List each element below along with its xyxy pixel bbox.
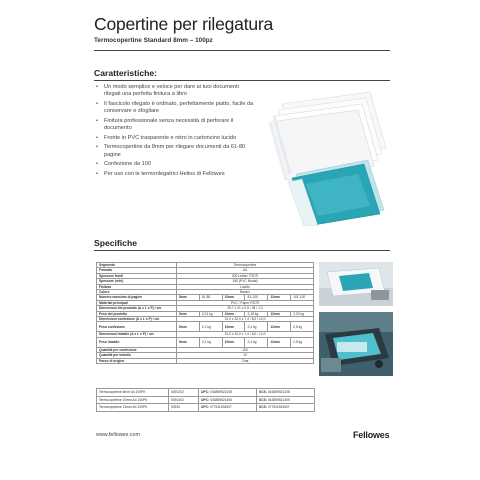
spec-value: 100 xyxy=(177,347,314,352)
feature-item: • Confezione da 100 xyxy=(96,161,256,168)
spec-label: Spessore fronti xyxy=(97,273,177,278)
spec-size: 10mm xyxy=(222,322,245,332)
binding-covers-image xyxy=(262,86,394,226)
spec-value: 31,0 x 32,0 x 7,4 / 8,0 / 12,0 xyxy=(177,332,314,337)
brand-logo: Fellowes xyxy=(353,430,390,440)
scs-value: 043859521405 xyxy=(267,397,290,402)
table-row xyxy=(97,322,314,332)
feature-item: • Fronte in PVC trasparente e retro in cartoncino lucido xyxy=(96,135,256,142)
spec-label: Colore xyxy=(97,290,177,295)
spec-size: 12mm xyxy=(268,295,291,300)
spec-value: 29,7 x 21 x 0,5 / 28 / 1,3 xyxy=(177,306,314,311)
spec-value: A4 xyxy=(177,268,314,273)
spec-label: Spessore (retri) xyxy=(97,279,177,284)
spec-value: 2,01 kg xyxy=(199,311,222,316)
spec-size: 10mm xyxy=(222,295,245,300)
scs-label: SCS: xyxy=(259,405,267,410)
spec-size: 10mm xyxy=(222,311,245,316)
specs-rule xyxy=(94,250,390,251)
spec-value: 10 xyxy=(177,353,314,358)
feature-item: • Termocopertine da 8mm per rilegare documenti da 61-80 pagine xyxy=(96,144,256,158)
spec-value: 61-80 xyxy=(199,295,222,300)
features-list xyxy=(96,84,256,181)
spec-value: 2,1 kg xyxy=(199,322,222,332)
spec-size: 12mm xyxy=(268,322,291,332)
product-name: Termocopertine 12mm A4 100PK xyxy=(97,404,169,412)
spec-label: Numero massimo di pagine xyxy=(97,295,177,300)
table-row xyxy=(97,404,315,412)
spec-value: 2,4 kg xyxy=(245,337,268,347)
product-name: Termocopertine 10mm A4 100PK xyxy=(97,396,169,404)
upc-label: UPC: xyxy=(201,390,210,394)
page-subtitle: Termocopertine Standard 8mm – 100pz xyxy=(94,37,213,44)
scs-label: SCS: xyxy=(259,397,267,402)
spec-value: 200 Lettori: FSC® xyxy=(177,273,314,278)
product-name: Termocopertine 8mm A4 100PK xyxy=(97,389,169,397)
scs-value: 077511534507 xyxy=(267,405,290,410)
upc-label: UPC: xyxy=(201,397,210,402)
spec-value: Lucido xyxy=(177,284,314,289)
spec-size: 8mm xyxy=(177,322,200,332)
specs-table xyxy=(96,262,314,364)
spec-label: Dimensioni imballo (A x L x P) / cm xyxy=(97,332,177,337)
upc-label: UPC: xyxy=(201,405,210,410)
spec-label: Dimensioni del prodotto (A x L x P) / cm xyxy=(97,306,177,311)
title-rule xyxy=(94,50,390,51)
spec-size: 8mm xyxy=(177,295,200,300)
table-row xyxy=(97,396,315,404)
spec-value: Termocopertine xyxy=(177,263,314,268)
scs-label: SCS: xyxy=(259,390,267,394)
features-heading: Caratteristiche: xyxy=(94,68,158,78)
upc-value: 043859521405 xyxy=(209,397,232,402)
website-link[interactable]: www.fellowes.com xyxy=(96,432,141,438)
spec-value: PVC / Paper FSC® xyxy=(177,300,314,305)
scs-value: 043859521208 xyxy=(267,390,290,394)
spec-size: 8mm xyxy=(177,311,200,316)
product-code: 5391202 xyxy=(169,389,199,397)
product-code: 5391402 xyxy=(169,396,199,404)
spec-label: Peso confezione xyxy=(97,322,177,332)
spec-value: Bianco xyxy=(177,290,314,295)
spec-value: 2,1 kg xyxy=(199,337,222,347)
spec-label: Dimensioni confezione (A x L x P) / cm xyxy=(97,317,177,322)
table-row xyxy=(97,389,315,397)
product-codes-table xyxy=(96,388,315,412)
spec-value: 101-120 xyxy=(291,295,314,300)
binding-machine-image xyxy=(319,262,393,306)
spec-label: Formato xyxy=(97,268,177,273)
spec-size: 12mm xyxy=(268,311,291,316)
upc-value: 043859521208 xyxy=(209,390,232,394)
spec-value: 2,4 kg xyxy=(245,322,268,332)
table-row xyxy=(97,337,314,347)
feature-item: • Un modo semplice e veloce per dare ai tuoi documenti rilegati una perfetta finitura a libro xyxy=(96,84,256,98)
upc-value: 077511534507 xyxy=(209,405,232,410)
spec-label: Quantità per imballo xyxy=(97,353,177,358)
spec-value: 31,0 x 32,0 x 7,4 / 8,0 / 12,0 xyxy=(177,317,314,322)
spec-size: 12mm xyxy=(268,337,291,347)
binding-machine-image xyxy=(319,312,393,376)
spec-label: Peso imballo xyxy=(97,337,177,347)
spec-label: Quantità per confezione xyxy=(97,347,177,352)
product-code: 53910 xyxy=(169,404,199,412)
feature-item: • Il fascicolo rilegato è ordinato, perfettamente piatto, facile da conservare e sfogliare xyxy=(96,101,256,115)
spec-value: 2,5 kg xyxy=(291,337,314,347)
table-row xyxy=(97,358,314,363)
feature-item: • Per uso con le termorilegatrici Helios di Fellowes xyxy=(96,171,256,178)
spec-value: 81-100 xyxy=(245,295,268,300)
spec-value: 2,32 kg xyxy=(291,311,314,316)
spec-label: Finitura xyxy=(97,284,177,289)
spec-value: 2,18 kg xyxy=(245,311,268,316)
page-title: Copertine per rilegatura xyxy=(94,14,274,34)
spec-size: 10mm xyxy=(222,337,245,347)
spec-value: 2,5 kg xyxy=(291,322,314,332)
spec-label: Peso del prodotto xyxy=(97,311,177,316)
spec-size: 8mm xyxy=(177,337,200,347)
spec-label: Materiali principali xyxy=(97,300,177,305)
spec-value: 150 (PVC Nodal) xyxy=(177,279,314,284)
spec-label: Segmento xyxy=(97,263,177,268)
specs-heading: Specifiche xyxy=(94,238,137,248)
feature-item: • Finitura professionale senza necessità di perforare il documento xyxy=(96,118,256,132)
spec-value: Cina xyxy=(177,358,314,363)
spec-label: Paese di origine xyxy=(97,358,177,363)
features-rule xyxy=(94,80,390,81)
